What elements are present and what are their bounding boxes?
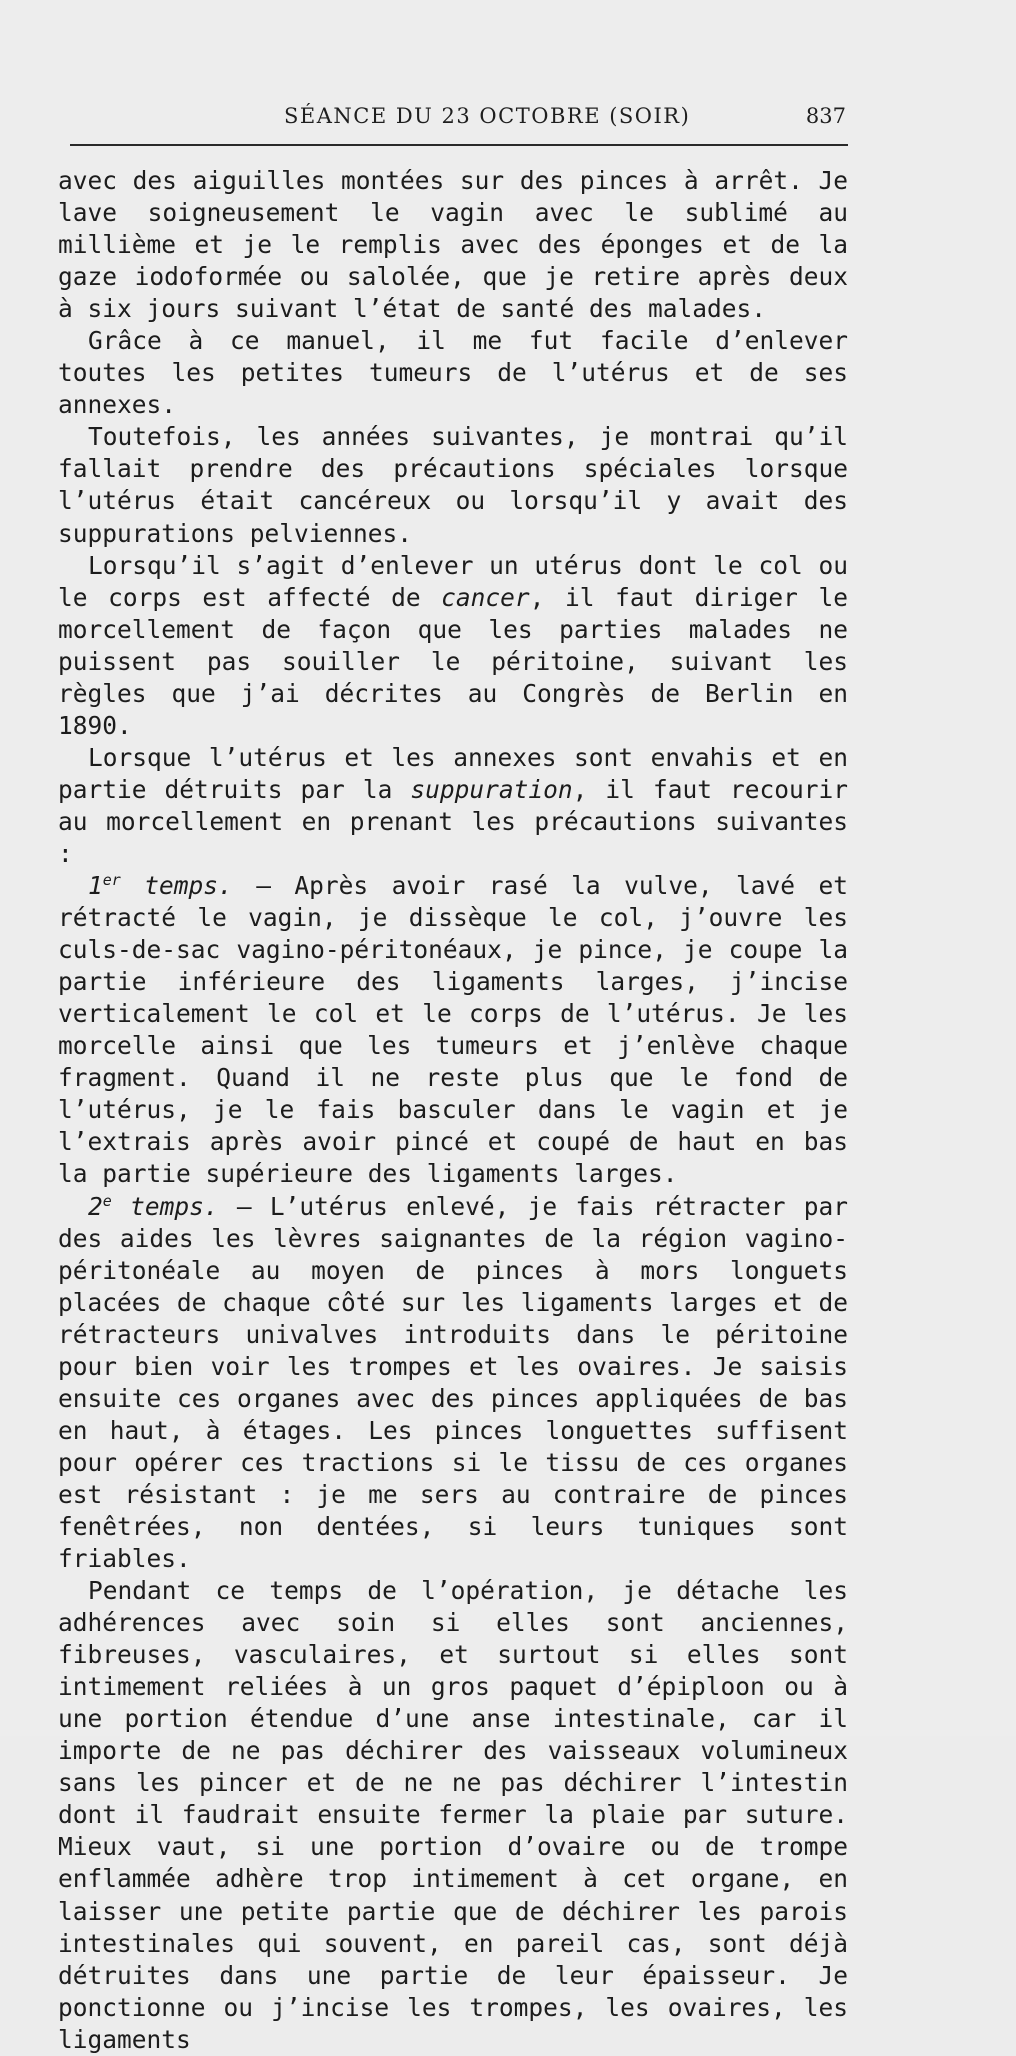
paragraph-text: , il faut recourir au morcellement en prenant les précautions suivantes : [58, 774, 848, 868]
paragraph-text: — L’utérus enlevé, je fais rétracter par des aides les lèvres saignantes de la région vagino-péritonéale au moyen de pinces à mors longuets placées de chaque côté sur les ligaments larges et de rétracteurs univalves introduits dans le péritoine pour bien voir les trompes et les ovaires. Je saisis ensuite ces organes avec des pinces appliquées de bas en haut, à étages. Les pinces longuettes suffisent pour opérer ces tractions si le tissu de ces organes est résistant : je me sers au contraire de pinces fenêtrées, non dentées, si leurs tuniques sont friables. [58, 1191, 848, 1574]
paragraph-step-1 [58, 870, 848, 1190]
paragraph-2 [58, 325, 848, 421]
paragraph-5 [58, 742, 848, 870]
paragraph-text: Pendant ce temps de l’opération, je détache les adhérences avec soin si elles sont anciennes, fibreuses, vasculaires, et surtout si elles sont intimement reliées à un gros paquet d’épiploon ou à une portion étendue d’une anse intestinale, car il importe de ne pas déchirer des vaisseaux volumineux sans les pincer et de ne ne pas déchirer l’intestin dont il faudrait ensuite fermer la plaie par suture. Mieux vaut, si une portion d’ovaire ou de trompe enflammée adhère trop intimement à cet organe, en laisser une petite partie que de déchirer les parois intestinales qui souvent, en pareil cas, sont déjà détruites dans une partie de leur épaisseur. Je ponctionne ou j’incise les trompes, les ovaires, les ligaments [58, 1576, 848, 2054]
running-header [70, 98, 846, 138]
paragraph-step-2 [58, 1191, 848, 1576]
paragraph-text: Lorsque l’utérus et les annexes sont envahis et en partie détruits par la [58, 742, 848, 804]
step-number: 2 [88, 1191, 103, 1221]
paragraph-4 [58, 550, 848, 742]
body-text [58, 165, 848, 2056]
step-ordinal: er [102, 870, 121, 889]
paragraph-text: , il faut diriger le morcellement de façon que les parties malades ne puissent pas souiller le péritoine, suivant les règles que j’ai décrites au Congrès de Berlin en 1890. [58, 582, 848, 740]
paragraph-3 [58, 421, 848, 549]
italic-term: suppuration [410, 774, 573, 804]
step-number: 1 [88, 871, 103, 901]
italic-term: cancer [441, 582, 530, 612]
step-label: temps. [111, 1191, 219, 1221]
paragraph-text: Lorsqu’il s’agit d’enlever un utérus dont le col ou le corps est affecté de [58, 550, 848, 612]
page-number: 837 [805, 104, 846, 128]
running-title: SÉANCE DU 23 OCTOBRE (SOIR) [284, 104, 691, 128]
paragraph-text: avec des aiguilles montées sur des pinces à arrêt. Je lave soigneusement le vagin avec le sublimé au millième et je le remplis avec des éponges et de la gaze iodoformée ou salolée, que je retire après deux à six jours suivant l’état de santé des malades. [58, 166, 848, 324]
paragraph-8 [58, 1575, 848, 2056]
header-rule [70, 144, 848, 146]
paragraph-text: Toutefois, les années suivantes, je montrai qu’il fallait prendre des précautions spéciales lorsque l’utérus était cancéreux ou lorsqu’il y avait des suppurations pelviennes. [58, 422, 848, 548]
step-label: temps. [120, 871, 233, 901]
paragraph-1 [58, 165, 848, 325]
step-ordinal: e [102, 1191, 112, 1210]
paragraph-text: — Après avoir rasé la vulve, lavé et rétracté le vagin, je dissèque le col, j’ouvre les culs-de-sac vagino-péritonéaux, je pince, je coupe la partie inférieure des ligaments larges, j’incise verticalement le col et le corps de l’utérus. Je les morcelle ainsi que les tumeurs et j’enlève chaque fragment. Quand il ne reste plus que le fond de l’utérus, je le fais basculer dans le vagin et je l’extrais après avoir pincé et coupé de haut en bas la partie supérieure des ligaments larges. [58, 871, 848, 1189]
paragraph-text: Grâce à ce manuel, il me fut facile d’enlever toutes les petites tumeurs de l’utérus et de ses annexes. [58, 326, 848, 420]
